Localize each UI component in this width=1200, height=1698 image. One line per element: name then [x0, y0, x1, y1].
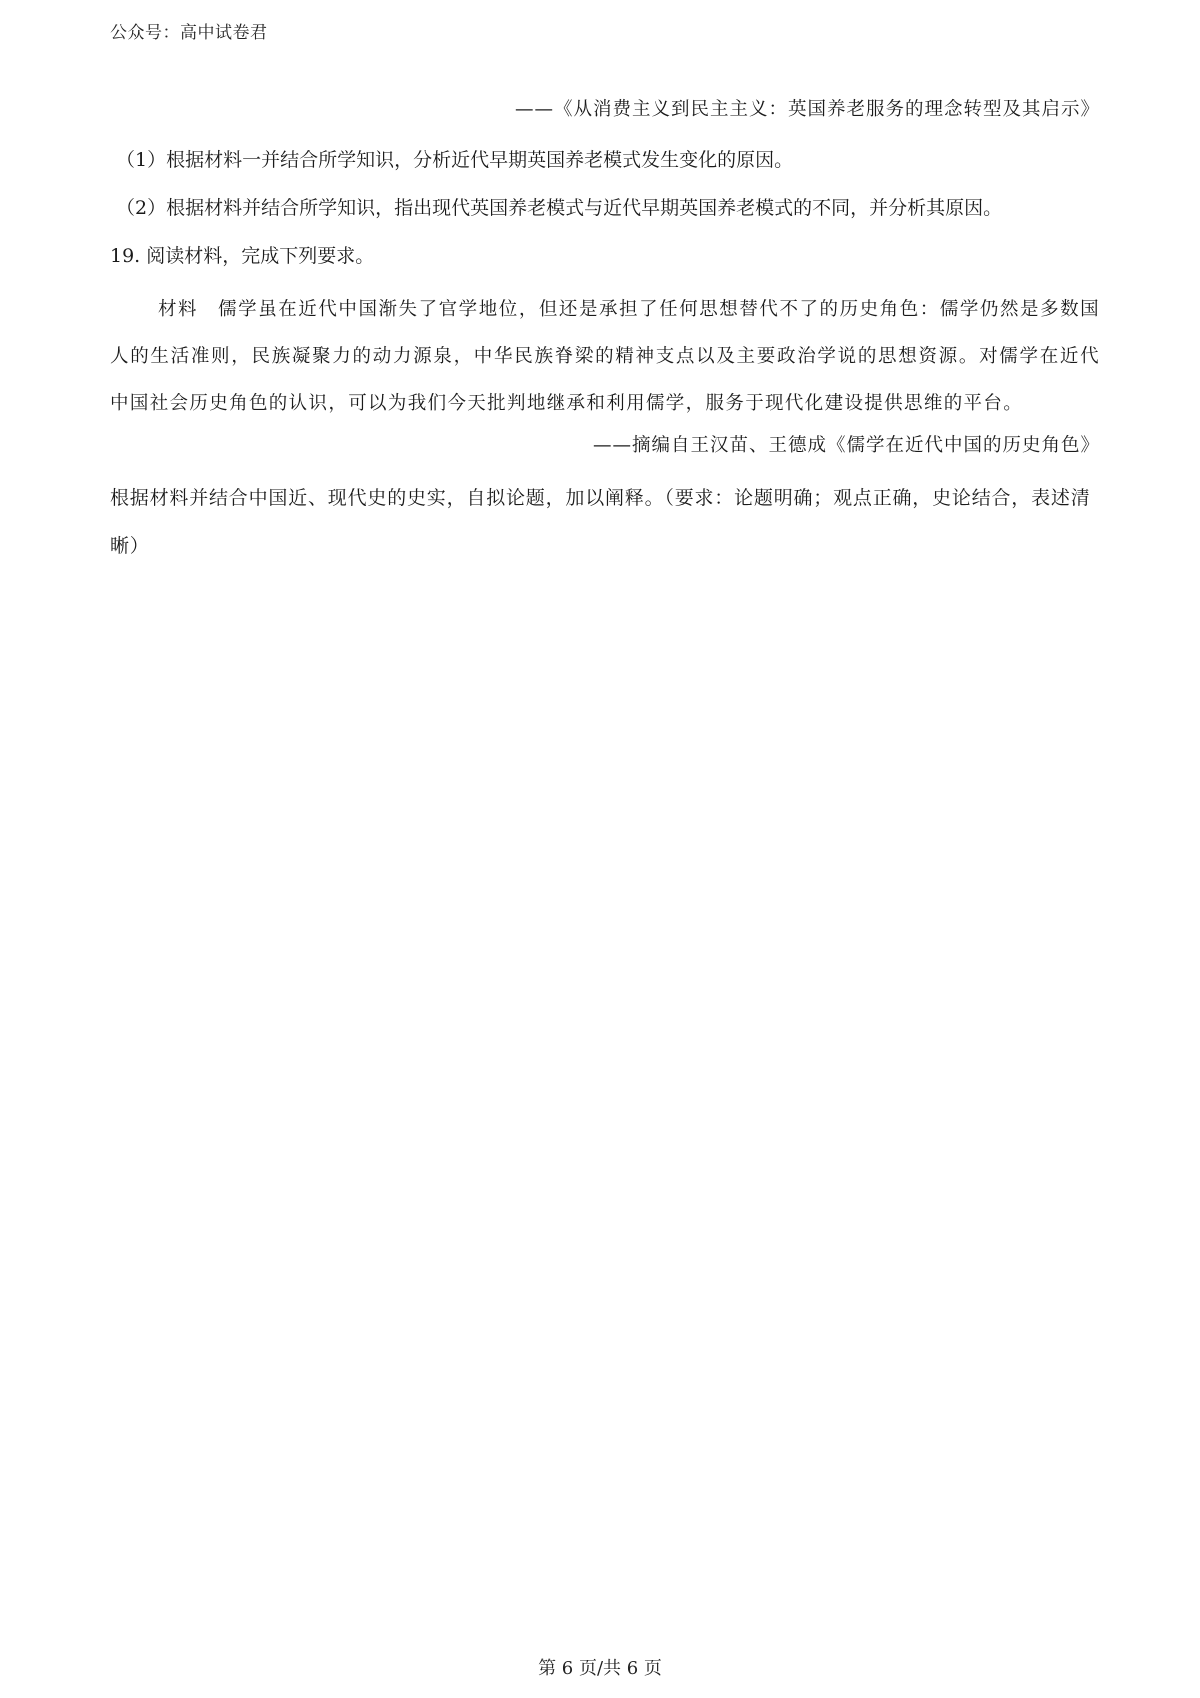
q19-material — [110, 286, 1100, 427]
q18-subquestion-1: （1）根据材料一并结合所学知识，分析近代早期英国养老模式发生变化的原因。 — [116, 149, 794, 171]
q19-title: 19. 阅读材料，完成下列要求。 — [110, 245, 375, 267]
page-content — [110, 96, 1100, 570]
q19-instruction: 根据材料并结合中国近、现代史的史实，自拟论题，加以阐释。（要求：论题明确；观点正确，史论结合，表述清晰） — [110, 487, 1091, 557]
header-watermark-note: 公众号：高中试卷君 — [110, 23, 268, 43]
q18-subquestion-2: （2）根据材料并结合所学知识，指出现代英国养老模式与近代早期英国养老模式的不同，并分析其原因。 — [116, 197, 1003, 219]
q19-material-source: ——摘编自王汉苗、王德成《儒学在近代中国的历史角色》 — [592, 435, 1100, 456]
q18-material-source: ——《从消费主义到民主主义：英国养老服务的理念转型及其启示》 — [514, 99, 1100, 120]
page-number: 第 6 页/共 6 页 — [538, 1658, 662, 1679]
q19-material-label: 材料 — [158, 299, 199, 320]
q19-material-text: 儒学虽在近代中国渐失了官学地位，但还是承担了任何思想替代不了的历史角色：儒学仍然是多数国人的生活准则，民族凝聚力的动力源泉，中华民族脊梁的精神支点以及主要政治学说的思想资源。对儒学在近代中国社会历史角色的认识，可以为我们今天批判地继承和利用儒学，服务于现代化建设提供思维的平台。 — [110, 299, 1101, 414]
